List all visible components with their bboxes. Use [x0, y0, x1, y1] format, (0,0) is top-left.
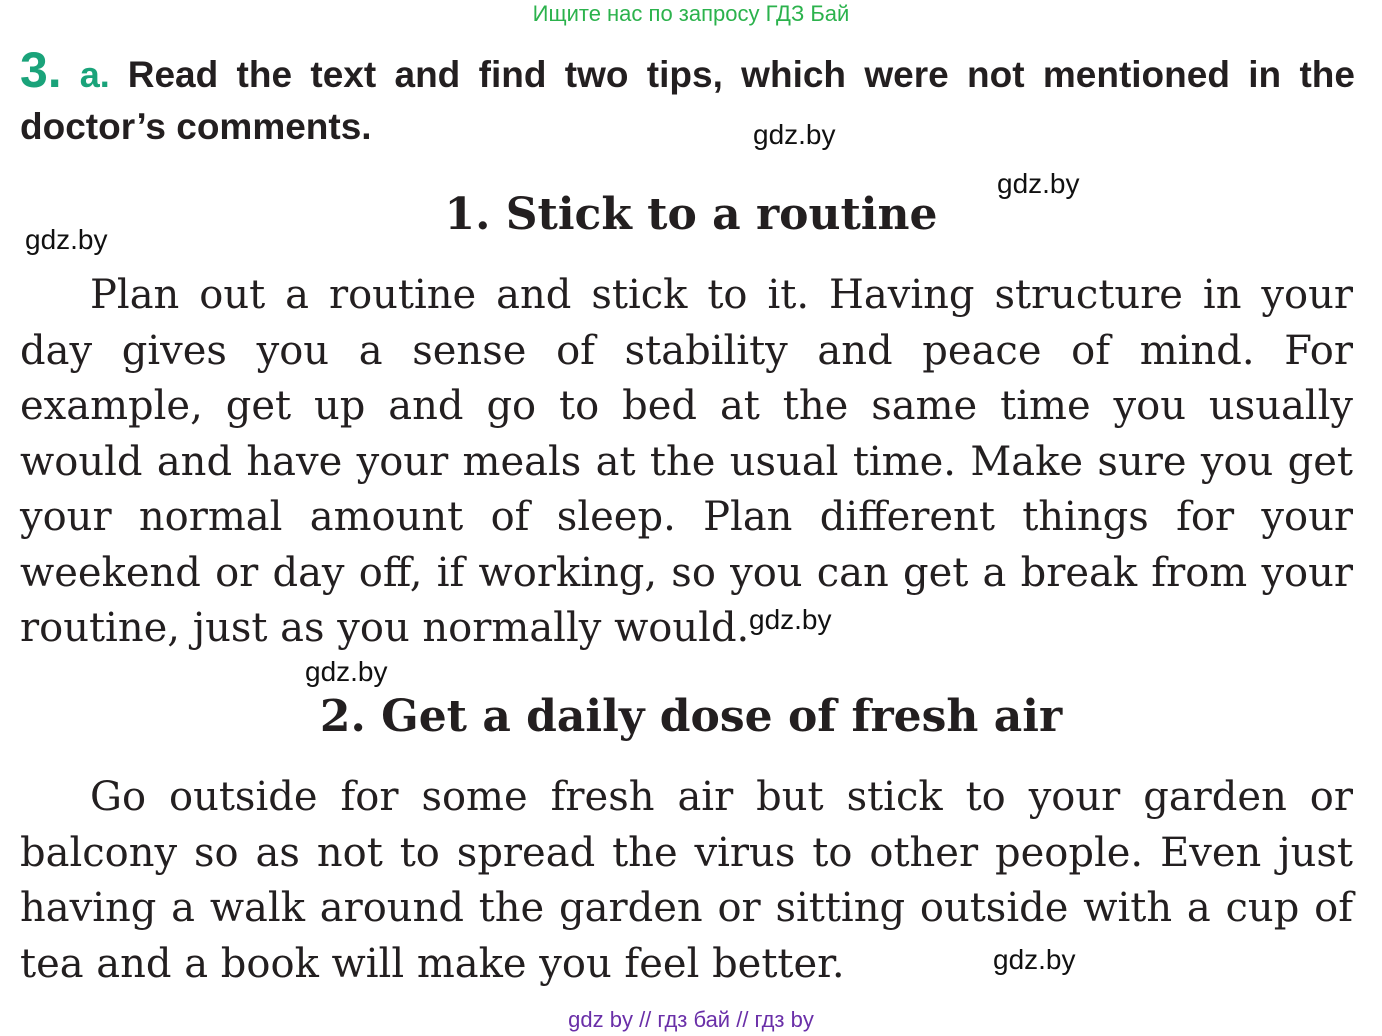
bottom-banner: gdz by // гдз бай // гдз by [568, 1007, 814, 1032]
watermark: gdz.by [993, 944, 1076, 975]
section-body: Go outside for some fresh air but stick to your garden or balcony so as not to spread the virus to other people. Even just having a walk around the garden or sitting outside with a cup of tea and a book will make you feel better. [20, 774, 1353, 987]
watermark: gdz.by [753, 119, 836, 150]
top-banner: Ищите нас по запросу ГДЗ Бай [532, 1, 850, 26]
watermark: gdz.by [749, 604, 832, 635]
watermark: gdz.by [305, 656, 388, 687]
task-header [20, 44, 1355, 153]
watermark: gdz.by [997, 168, 1080, 199]
task-instruction: Read the text and find two tips, which were not mentioned in the doctor’s comments. [20, 54, 1355, 147]
section-title: 2. Get a daily dose of fresh air [319, 691, 1063, 742]
task-letter: a. [79, 54, 110, 95]
task-number: 3. [20, 42, 62, 98]
section-body: Plan out a routine and stick to it. Having structure in your day gives you a sense of stability and peace of mind. For example, get up and go to bed at the same time you usually would and have your meals at the usual time. Make sure you get your normal amount of sleep. Plan different things for your weekend or day off, if working, so you can get a break from your routine, just as you normally would. [20, 272, 1353, 651]
section-title: 1. Stick to a routine [444, 189, 938, 240]
watermark: gdz.by [25, 224, 108, 255]
